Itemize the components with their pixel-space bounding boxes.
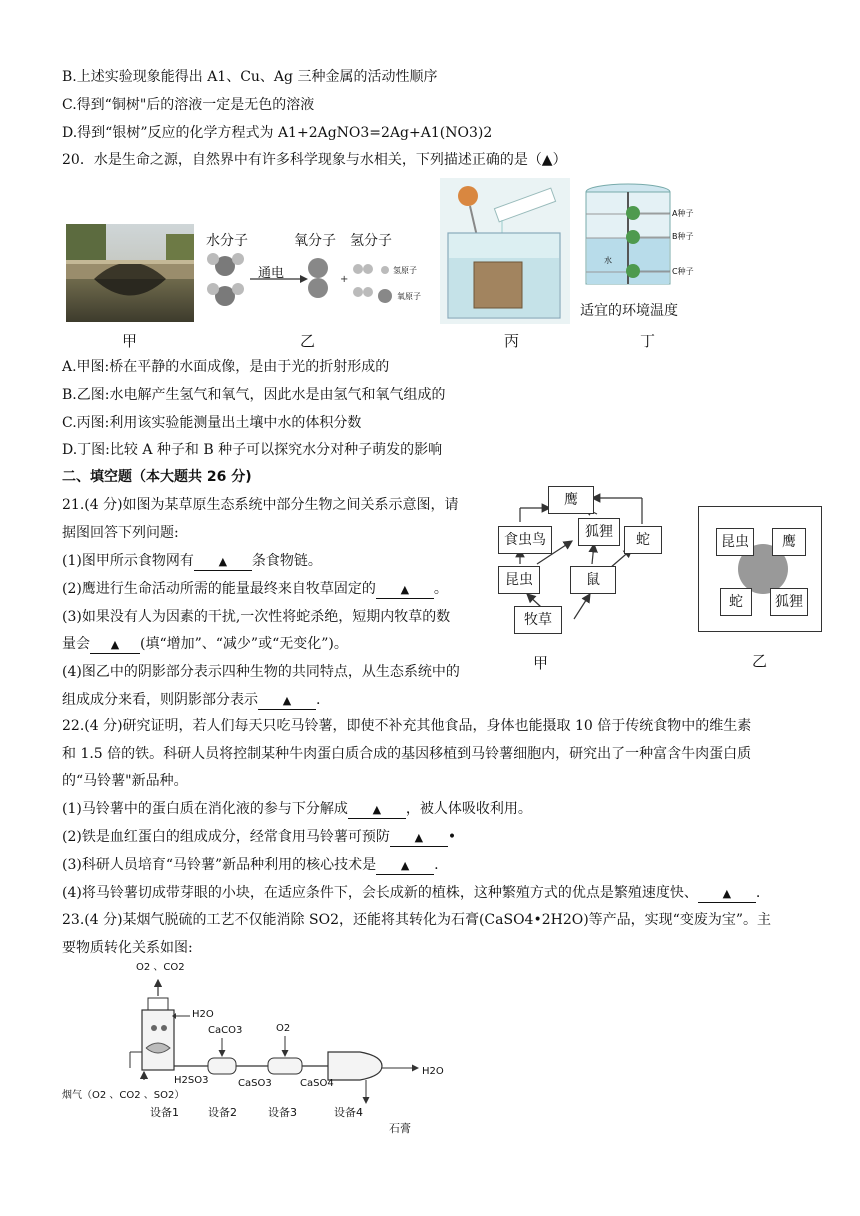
caption-food-web: 甲 [533,654,549,672]
q21-part-3b: 量会 ▲ (填“增加”、“减少”或“无变化”)。 [62,636,348,652]
food-web-eagle: 鹰 [548,486,594,514]
water-label: 水 [604,256,612,265]
svg-text:+: + [340,274,349,285]
hydrogen-molecule-label: 氢分子 [350,233,392,249]
q20-option-c: C.丙图:利用该实验能测量出土壤中水的体积分数 [62,415,362,431]
flow-device-2: 设备2 [208,1106,237,1119]
flow-gypsum: 石膏 [389,1122,411,1135]
bridge-photo [66,224,194,322]
food-web-mouse: 鼠 [570,566,616,594]
seed-b-label: B种子 [672,232,694,241]
caption-jia: 甲 [122,332,138,350]
food-web-insect: 昆虫 [498,566,540,594]
flow-device-1: 设备1 [150,1106,179,1119]
caption-bing: 丙 [504,332,520,350]
q23-stem-1: 23.(4 分)某烟气脱硫的工艺不仅能消除 SO2，还能将其转化为石膏(CaSO4•2H2O)等产品，实现“变废为宝”。主 [62,912,772,928]
q20-option-a: A.甲图:桥在平静的水面成像，是由于光的折射形成的 [62,359,390,375]
flow-o2: O2 [276,1023,291,1034]
desulfurization-flow-diagram [60,968,460,1138]
q19-option-b: B.上述实验现象能得出 A1、Cu、Ag 三种金属的活动性顺序 [62,69,438,85]
flow-caso3: CaSO3 [238,1078,272,1089]
soil-water-beaker [440,178,570,324]
flow-caco3: CaCO3 [208,1025,243,1036]
venn-eagle: 鹰 [772,528,806,556]
q20-option-b: B.乙图:水电解产生氢气和氧气，因此水是由氢气和氧气组成的 [62,387,446,403]
caption-venn: 乙 [752,652,768,670]
seed-a-label: A种子 [672,209,694,218]
q21-part-3a: (3)如果没有人为因素的干扰,一次性将蛇杀绝，短期内牧草的数 [62,609,451,625]
hydrogen-atom-label: 氢原子 [393,266,417,275]
oxygen-atom-label: 氧原子 [397,292,421,301]
q21-part-1: (1)图甲所示食物网有 ▲ 条食物链。 [62,553,322,569]
q20-option-d: D.丁图:比较 A 种子和 B 种子可以探究水分对种子萌发的影响 [62,442,443,458]
venn-snake: 蛇 [720,588,752,616]
q20-stem: 20．水是生命之源，自然界中有许多科学现象与水相关，下列描述正确的是（▲） [62,152,567,168]
q23-stem-2: 要物质转化关系如图: [62,940,193,956]
q21-part-4b: 组成成分来看，则阴影部分表示 ▲ . [62,692,321,708]
flow-device-4: 设备4 [334,1106,363,1119]
q22-part-1: (1)马铃薯中的蛋白质在消化液的参与下分解成 ▲ ，被人体吸收利用。 [62,801,532,817]
q22-part-3: (3)科研人员培育“马铃薯”新品种利用的核心技术是 ▲ . [62,857,439,873]
section-heading: 二、填空题（本大题共 26 分) [62,469,252,485]
flow-top-label: O2 、CO2 [136,962,185,973]
q21-stem-1: 21.(4 分)如图为某草原生态系统中部分生物之间关系示意图，请 [62,497,459,513]
electrolysis-label: 通电 [258,266,285,281]
venn-fox: 狐狸 [770,588,808,616]
q22-stem-3: 的“马铃薯"新品种。 [62,773,188,789]
water-molecule-label: 水分子 [206,233,248,249]
food-web-fox: 狐狸 [578,518,620,546]
oxygen-molecule-label: 氧分子 [294,233,336,249]
q22-stem-2: 和 1.5 倍的铁。科研人员将控制某种牛肉蛋白质合成的基因移植到马铃薯细胞内，研究出了一种富含牛肉蛋白质 [62,746,752,762]
caption-ding: 丁 [640,332,656,350]
flow-h2o-in: H2O [192,1009,214,1020]
flow-caso4: CaSO4 [300,1078,334,1089]
flow-flue-gas: 烟气（O2 、CO2 、SO2） [62,1090,185,1101]
q21-stem-2: 据图回答下列问题: [62,525,179,541]
caption-yi: 乙 [300,332,316,350]
seed-c-label: C种子 [672,267,694,276]
flow-h2so3: H2SO3 [174,1075,209,1086]
q21-part-2: (2)鹰进行生命活动所需的能量最终来自牧草固定的 ▲ 。 [62,581,448,597]
temperature-caption: 适宜的环境温度 [580,303,678,319]
food-web-bird: 食虫鸟 [498,526,552,554]
flow-h2o-out: H2O [422,1066,444,1077]
q21-part-4a: (4)图乙中的阴影部分表示四种生物的共同特点，从生态系统中的 [62,664,460,680]
q22-part-2: (2)铁是血红蛋白的组成成分，经常食用马铃薯可预防 ▲ • [62,829,457,845]
food-web-grass: 牧草 [514,606,562,634]
venn-insect: 昆虫 [716,528,754,556]
q22-stem-1: 22.(4 分)研究证明，若人们每天只吃马铃薯，即使不补充其他食品，身体也能摄取 10 倍于传统食物中的维生素 [62,718,752,734]
flow-device-3: 设备3 [268,1106,297,1119]
q22-part-4: (4)将马铃薯切成带芽眼的小块，在适应条件下，会长成新的植株，这种繁殖方式的优点是繁殖速度快、 ▲ . [62,885,761,901]
food-web-snake: 蛇 [624,526,662,554]
q19-option-c: C.得到“铜树"后的溶液一定是无色的溶液 [62,97,315,113]
q19-option-d: D.得到“银树”反应的化学方程式为 A1+2AgNO3=2Ag+A1(NO3)2 [62,125,493,141]
